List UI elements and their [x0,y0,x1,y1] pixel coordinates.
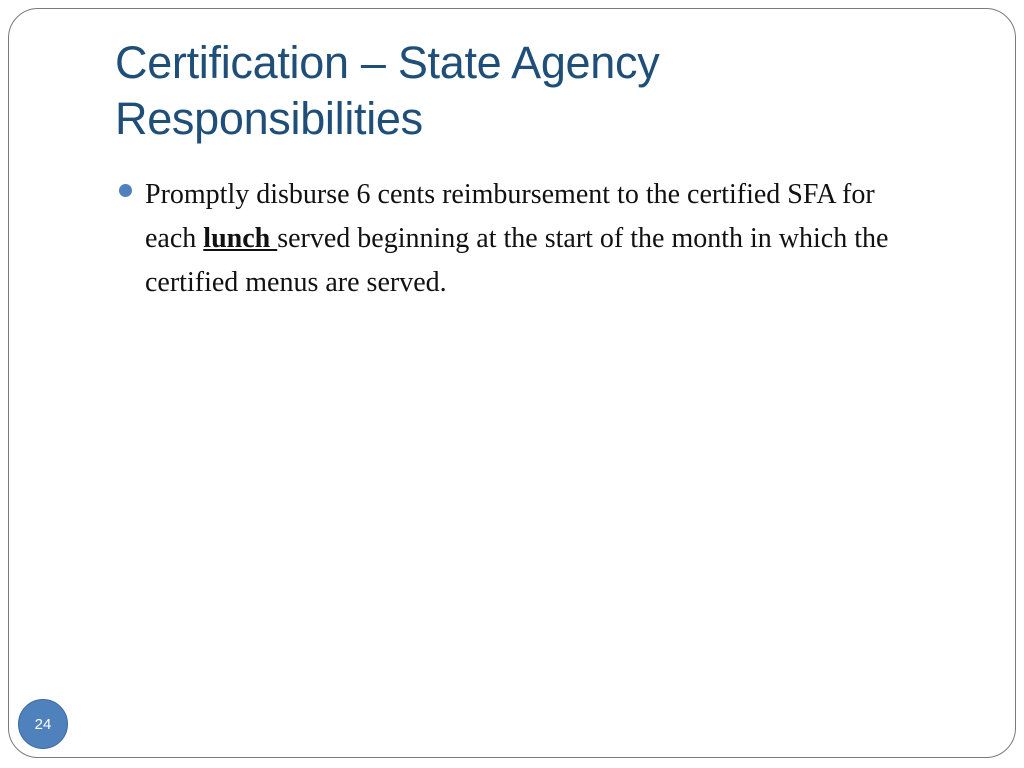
slide-title [115,35,915,147]
page-number-badge [18,699,68,749]
slide-title-line-2: Responsibilities [115,93,423,144]
slide-title-line-1: Certification – State Agency [115,37,660,88]
bullet-dot-icon [119,184,132,197]
bullet-text-after: served beginning at the start of the month in which the certified menus are served. [145,223,889,298]
bullet-text-emphasis: lunch [203,223,278,254]
bullet-list [119,173,919,305]
bullet-text [145,179,888,298]
slide-frame [8,8,1016,758]
bullet-text-before: Promptly disburse 6 cents reimbursement to the certified SFA for each [145,179,875,254]
page-number: 24 [34,715,52,733]
bullet-item [119,173,919,305]
